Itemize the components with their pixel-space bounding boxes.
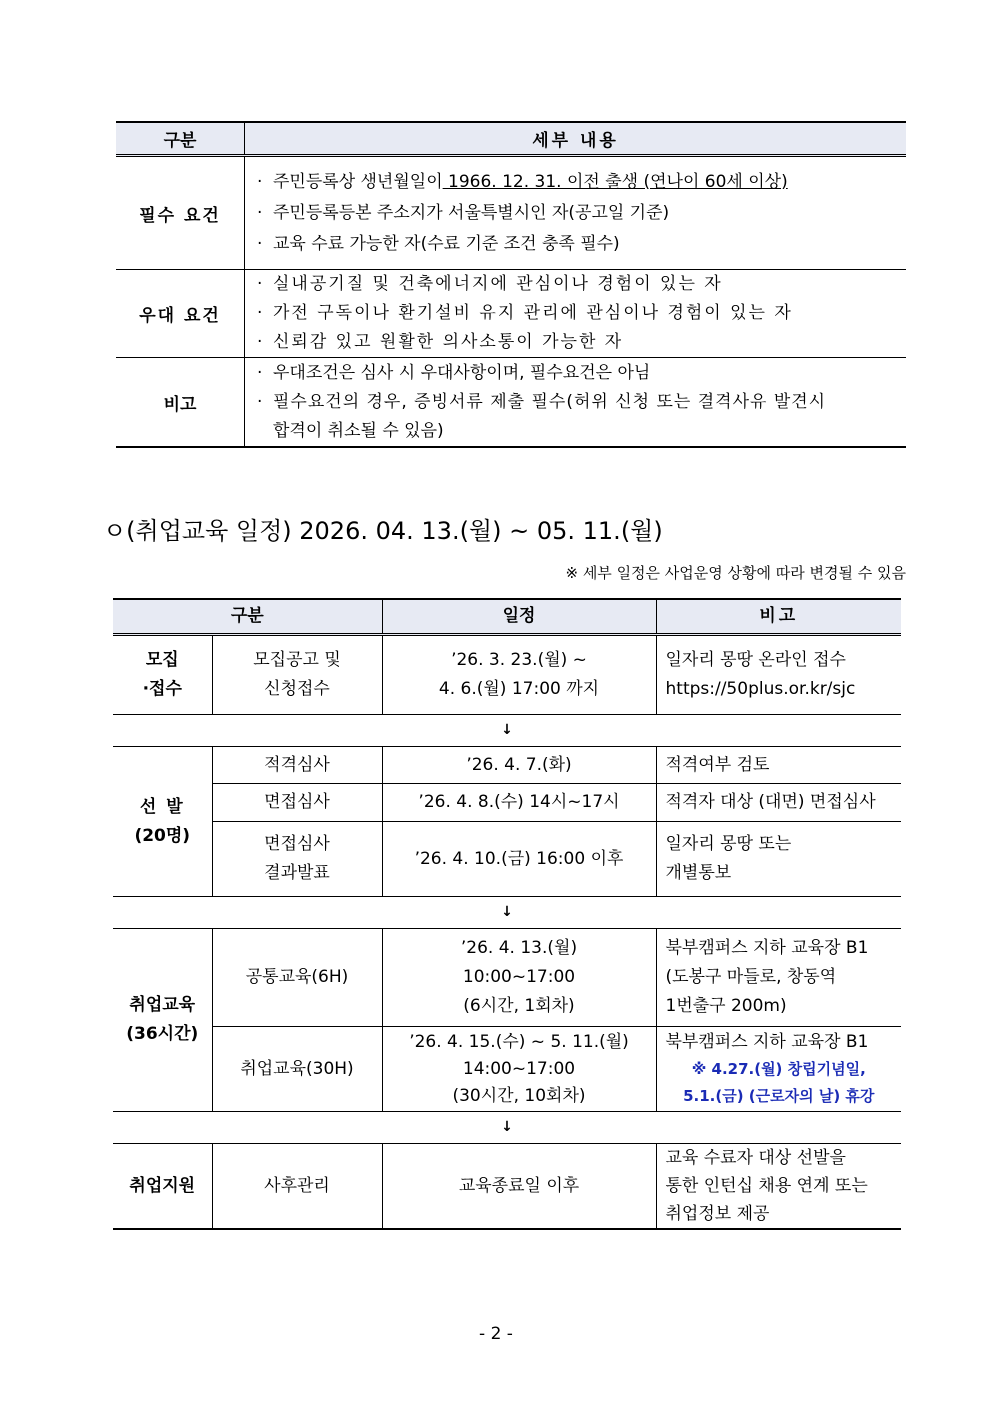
remarks-cell xyxy=(656,1027,901,1112)
sub-label: 공통교육(6H) xyxy=(212,929,382,1027)
remarks-line: 취업정보 제공 xyxy=(665,1204,770,1224)
stage-label xyxy=(113,929,212,1112)
header-remarks: 비고 xyxy=(656,599,901,635)
remarks-line: 북부캠퍼스 지하 교육장 B1 xyxy=(665,1031,869,1052)
header-date: 일정 xyxy=(382,599,656,635)
support-row xyxy=(113,1144,901,1230)
list-item: · 신뢰감 있고 원활한 의사소통이 가능한 자 xyxy=(255,328,906,357)
item-text: 주민등록상 생년월일이 xyxy=(273,171,443,192)
down-arrow-icon: ↓ xyxy=(113,897,901,929)
remarks-cell xyxy=(656,822,901,897)
schedule-header-row xyxy=(113,599,901,635)
sub-label xyxy=(212,822,382,897)
arrow-row xyxy=(113,897,901,929)
date-line: ’26. 4. 13.(월) xyxy=(460,938,578,958)
list-item: · 가전 구독이나 환기설비 유지 관리에 관심이나 경험이 있는 자 xyxy=(255,299,906,328)
list-item: · 교육 수료 가능한 자(수료 기준 조건 충족 필수) xyxy=(255,229,906,260)
stage-label-line: 모집 xyxy=(145,650,179,670)
date-cell xyxy=(382,929,656,1027)
remarks-line: 통한 인턴십 채용 연계 또는 xyxy=(665,1176,868,1196)
sub-label-line: 모집공고 및 xyxy=(253,650,341,670)
website-link[interactable]: https://50plus.or.kr/sjc xyxy=(665,679,856,699)
row-label: 필수 요건 xyxy=(116,156,245,270)
stage-label xyxy=(113,635,212,715)
sub-label: 적격심사 xyxy=(212,747,382,784)
remarks-cell: 적격자 대상 (대면) 면접심사 xyxy=(656,784,901,822)
sub-label: 사후관리 xyxy=(212,1144,382,1230)
date-cell: ’26. 4. 8.(수) 14시~17시 xyxy=(382,784,656,822)
remarks-line: (도봉구 마들로, 창동역 xyxy=(665,967,837,987)
required-conditions-row xyxy=(116,156,906,270)
remarks-line: 교육 수료자 대상 선발을 xyxy=(665,1148,846,1168)
arrow-row xyxy=(113,715,901,747)
stage-label-line: 선 발 xyxy=(139,796,185,817)
down-arrow-icon: ↓ xyxy=(113,715,901,747)
date-cell: ’26. 4. 7.(화) xyxy=(382,747,656,784)
preferred-conditions-row xyxy=(116,270,906,358)
list-item-continuation: 합격이 취소될 수 있음) xyxy=(273,420,444,441)
remarks-cell: 적격여부 검토 xyxy=(656,747,901,784)
date-cell: ’26. 4. 10.(금) 16:00 이후 xyxy=(382,822,656,897)
row-label: 우대 요건 xyxy=(116,270,245,358)
date-line: 4. 6.(월) 17:00 까지 xyxy=(438,679,600,699)
list-item: · 주민등록등본 주소지가 서울특별시인 자(공고일 기준) xyxy=(255,198,906,229)
sub-label-line: 결과발표 xyxy=(264,863,330,883)
header-category: 구분 xyxy=(116,122,245,156)
header-category: 구분 xyxy=(113,599,382,635)
requirements-header-row xyxy=(116,122,906,156)
section-title: ㅇ(취업교육 일정) 2026. 04. 13.(월) ~ 05. 11.(월) xyxy=(103,517,663,545)
stage-label: 취업지원 xyxy=(113,1144,212,1230)
sub-label: 취업교육(30H) xyxy=(212,1027,382,1112)
date-line: 10:00~17:00 xyxy=(462,967,576,987)
selection-row xyxy=(113,822,901,897)
sub-label: 면접심사 xyxy=(212,784,382,822)
date-line: 14:00~17:00 xyxy=(462,1058,576,1079)
date-line: ’26. 3. 23.(월) ~ xyxy=(451,650,587,670)
list-item: · 필수요건의 경우, 증빙서류 제출 필수(허위 신청 또는 결격사유 발견시 xyxy=(255,388,906,417)
recruitment-row xyxy=(113,635,901,715)
item-underlined-text: 1966. 12. 31. 이전 출생 (연나이 60세 이상) xyxy=(442,171,788,192)
page-number: - 2 - xyxy=(479,1324,513,1344)
remarks-line: 개별통보 xyxy=(665,863,732,883)
stage-label-line: (36시간) xyxy=(126,1024,199,1044)
row-details xyxy=(245,270,907,358)
requirements-table xyxy=(116,121,906,448)
remarks-cell xyxy=(656,635,901,715)
date-line: (30시간, 10회차) xyxy=(452,1085,586,1106)
row-label: 비고 xyxy=(116,358,245,448)
header-details: 세부 내용 xyxy=(245,122,907,156)
date-line: (6시간, 1회차) xyxy=(463,996,575,1016)
schedule-table xyxy=(113,598,901,1230)
row-details xyxy=(245,156,907,270)
holiday-note: ※ 4.27.(월) 창립기념일, xyxy=(691,1059,866,1078)
selection-row xyxy=(113,747,901,784)
list-item xyxy=(255,167,906,198)
remarks-row xyxy=(116,358,906,448)
education-row xyxy=(113,929,901,1027)
selection-row xyxy=(113,784,901,822)
stage-label-line: ·접수 xyxy=(142,679,182,699)
sub-label-line: 신청접수 xyxy=(264,679,330,699)
arrow-row xyxy=(113,1112,901,1144)
remarks-line: 일자리 몽땅 온라인 접수 xyxy=(665,650,846,670)
holiday-note: 5.1.(금) (근로자의 날) 휴강 xyxy=(683,1086,875,1105)
down-arrow-icon: ↓ xyxy=(113,1112,901,1144)
remarks-line: 일자리 몽땅 또는 xyxy=(665,834,792,854)
schedule-note: ※ 세부 일정은 사업운영 상황에 따라 변경될 수 있음 xyxy=(565,564,906,582)
list-item: · 우대조건은 심사 시 우대사항이며, 필수요건은 아님 xyxy=(255,359,906,388)
sub-label-line: 면접심사 xyxy=(264,834,330,854)
stage-label-line: 취업교육 xyxy=(129,995,196,1015)
row-details xyxy=(245,358,907,448)
education-row xyxy=(113,1027,901,1112)
remarks-line: 1번출구 200m) xyxy=(665,996,787,1016)
stage-label xyxy=(113,747,212,897)
list-item: · 실내공기질 및 건축에너지에 관심이나 경험이 있는 자 xyxy=(255,270,906,299)
date-cell xyxy=(382,1027,656,1112)
date-line: ’26. 4. 15.(수) ~ 5. 11.(월) xyxy=(409,1031,629,1052)
date-cell xyxy=(382,635,656,715)
date-cell: 교육종료일 이후 xyxy=(382,1144,656,1230)
sub-label xyxy=(212,635,382,715)
stage-label-line: (20명) xyxy=(134,825,191,846)
remarks-cell xyxy=(656,929,901,1027)
remarks-cell xyxy=(656,1144,901,1230)
remarks-line: 북부캠퍼스 지하 교육장 B1 xyxy=(665,938,869,958)
